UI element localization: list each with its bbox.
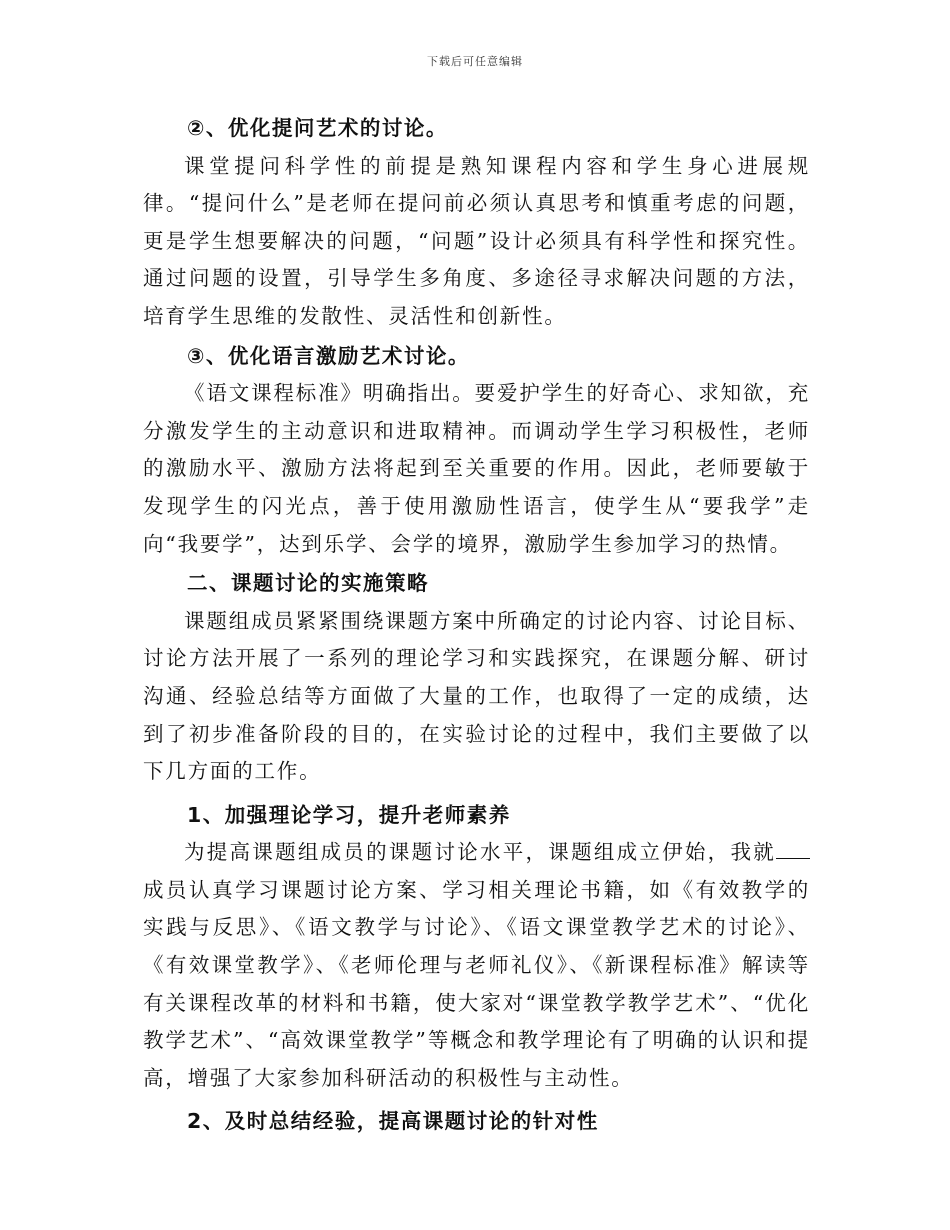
document-body: [143, 110, 810, 1141]
section-heading: 1、加强理论学习，提升老师素养: [187, 802, 511, 827]
body-paragraph: 课堂提问科学性的前提是熟知课程内容和学生身心进展规律。“提问什么”是老师在提问前必须认真思考和慎重考虑的问题，更是学生想要解决的问题，“问题”设计必须具有科学性和探究性。通过问题的设置，引导学生多角度、多途径寻求解决问题的方法，培育学生思维的发散性、灵活性和创新性。: [143, 153, 810, 328]
body-paragraph: 课题组成员紧紧围绕课题方案中所确定的讨论内容、讨论目标、讨论方法开展了一系列的理论学习和实践探究，在课题分解、研讨沟通、经验总结等方面做了大量的工作，也取得了一定的成绩，达到了初步准备阶段的目的，在实验讨论的过程中，我们主要做了以下几方面的工作。: [143, 608, 810, 784]
fill-in-blank: [776, 840, 810, 859]
section-heading: 2、及时总结经验，提高课题讨论的针对性: [187, 1109, 599, 1134]
paragraph-text-after-blank: 成员认真学习课题讨论方案、学习相关理论书籍，如《有效教学的实践与反思》、《语文教学与讨论》、《语文课堂教学艺术的讨论》、《有效课堂教学》、《老师伦理与老师礼仪》、《新课程标准》解读等有关课程改革的材料和书籍，使大家对“课堂教学教学艺术”、“优化教学艺术”、“高效课堂教学”等概念和教学理论有了明确的认识和提高，增强了大家参加科研活动的积极性与主动性。: [143, 877, 810, 1090]
body-paragraph: [143, 834, 810, 1097]
section-heading: ③、优化语言激励艺术讨论。: [187, 343, 470, 368]
paragraph-text-before-blank: 为提高课题组成员的课题讨论水平，课题组成立伊始，我就: [184, 840, 776, 865]
body-paragraph: 《语文课程标准》明确指出。要爱护学生的好奇心、求知欲，充分激发学生的主动意识和进取精神。而调动学生学习积极性，老师的激励水平、激励方法将起到至关重要的作用。因此，老师要敏于发现学生的闪光点，善于使用激励性语言，使学生从“要我学”走向“我要学”，达到乐学、会学的境界，激励学生参加学习的热情。: [143, 381, 810, 556]
section-heading: ②、优化提问艺术的讨论。: [187, 116, 448, 140]
page-header: 下载后可任意编辑: [427, 55, 523, 68]
section-heading: 二、课题讨论的实施策略: [187, 571, 429, 596]
